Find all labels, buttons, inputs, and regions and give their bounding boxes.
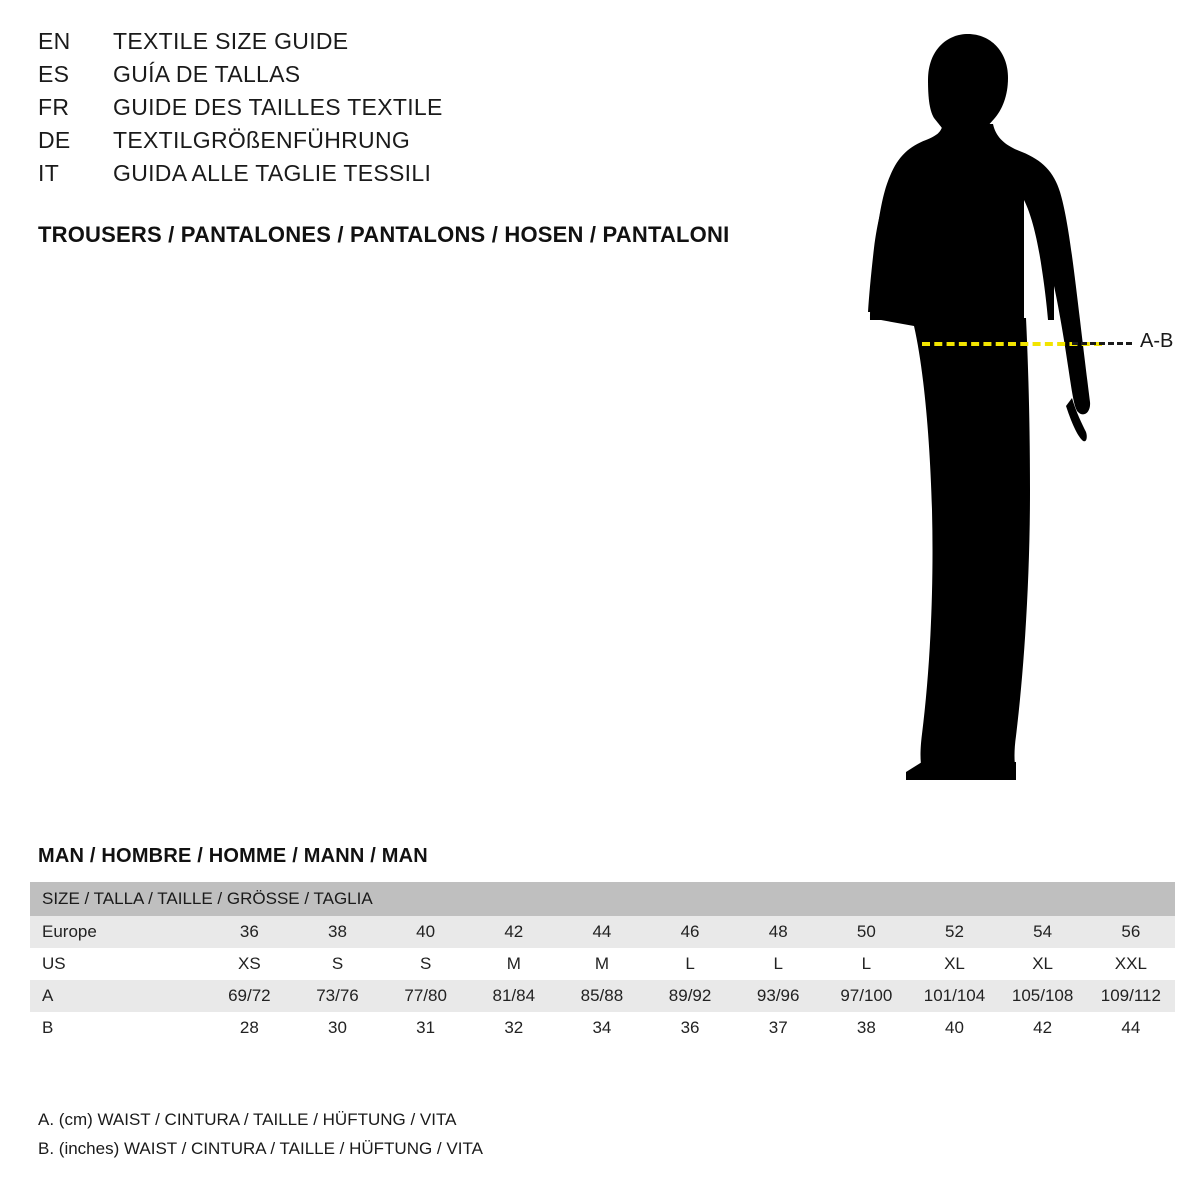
language-row [38,160,798,193]
table-cell: 32 [470,1012,558,1044]
male-silhouette-icon [810,20,1190,800]
table-cell: 42 [999,1012,1087,1044]
table-cell: 101/104 [910,980,998,1012]
footnotes [38,1105,483,1163]
size-table [30,882,1175,1044]
table-cell: L [646,948,734,980]
language-title: GUIDE DES TAILLES TEXTILE [113,94,443,120]
table-cell: 31 [382,1012,470,1044]
table-cell: 73/76 [293,980,381,1012]
table-row [30,980,1175,1012]
table-cell: 81/84 [470,980,558,1012]
table-cell: L [822,948,910,980]
table-cell: 52 [910,916,998,948]
table-cell: 89/92 [646,980,734,1012]
table-cell: XS [205,948,293,980]
table-cell: 44 [558,916,646,948]
waist-measure-leader-line [1072,342,1132,348]
language-title: TEXTILGRÖßENFÜHRUNG [113,127,411,153]
table-cell: 37 [734,1012,822,1044]
table-cell: 36 [646,1012,734,1044]
waist-measure-label: A-B [1140,330,1174,352]
table-cell: 40 [382,916,470,948]
language-code: DE [38,127,71,153]
table-cell: L [734,948,822,980]
table-row [30,1012,1175,1044]
language-row [38,61,798,94]
language-code: FR [38,94,70,120]
row-label: US [30,948,205,980]
table-cell: 36 [205,916,293,948]
language-row [38,28,798,61]
language-code: EN [38,28,71,54]
language-row [38,127,798,160]
table-cell: 56 [1087,916,1175,948]
table-cell: 97/100 [822,980,910,1012]
row-label: Europe [30,916,205,948]
language-row [38,94,798,127]
table-row [30,948,1175,980]
language-title: GUÍA DE TALLAS [113,61,301,87]
table-header-label: SIZE / TALLA / TAILLE / GRÖSSE / TAGLIA [30,882,1175,916]
language-title: TEXTILE SIZE GUIDE [113,28,349,54]
language-code: IT [38,160,60,186]
table-cell: 69/72 [205,980,293,1012]
table-cell: XL [999,948,1087,980]
table-cell: M [470,948,558,980]
table-cell: 105/108 [999,980,1087,1012]
table-cell: 30 [293,1012,381,1044]
table-cell: 42 [470,916,558,948]
table-cell: S [382,948,470,980]
table-cell: 38 [293,916,381,948]
table-cell: 34 [558,1012,646,1044]
table-cell: 28 [205,1012,293,1044]
footnote-b: B. (inches) WAIST / CINTURA / TAILLE / HÜFTUNG / VITA [38,1139,483,1158]
table-cell: XL [910,948,998,980]
table-cell: M [558,948,646,980]
table-cell: 54 [999,916,1087,948]
table-section-title: MAN / HOMBRE / HOMME / MANN / MAN [38,845,428,867]
table-cell: 48 [734,916,822,948]
language-title: GUIDA ALLE TAGLIE TESSILI [113,160,432,186]
table-cell: 44 [1087,1012,1175,1044]
figure-illustration [810,20,1190,800]
table-row [30,916,1175,948]
table-cell: XXL [1087,948,1175,980]
table-cell: 40 [910,1012,998,1044]
footnote-a: A. (cm) WAIST / CINTURA / TAILLE / HÜFTUNG / VITA [38,1110,457,1129]
table-cell: 93/96 [734,980,822,1012]
row-label: B [30,1012,205,1044]
table-cell: 85/88 [558,980,646,1012]
language-title-list [38,28,798,193]
table-cell: 50 [822,916,910,948]
table-cell: S [293,948,381,980]
size-table-section [30,845,1175,1044]
table-cell: 109/112 [1087,980,1175,1012]
table-cell: 38 [822,1012,910,1044]
table-header-row [30,882,1175,916]
table-cell: 77/80 [382,980,470,1012]
table-cell: 46 [646,916,734,948]
row-label: A [30,980,205,1012]
garment-type-title: TROUSERS / PANTALONES / PANTALONS / HOSEN / PANTALONI [38,222,730,247]
language-code: ES [38,61,70,87]
